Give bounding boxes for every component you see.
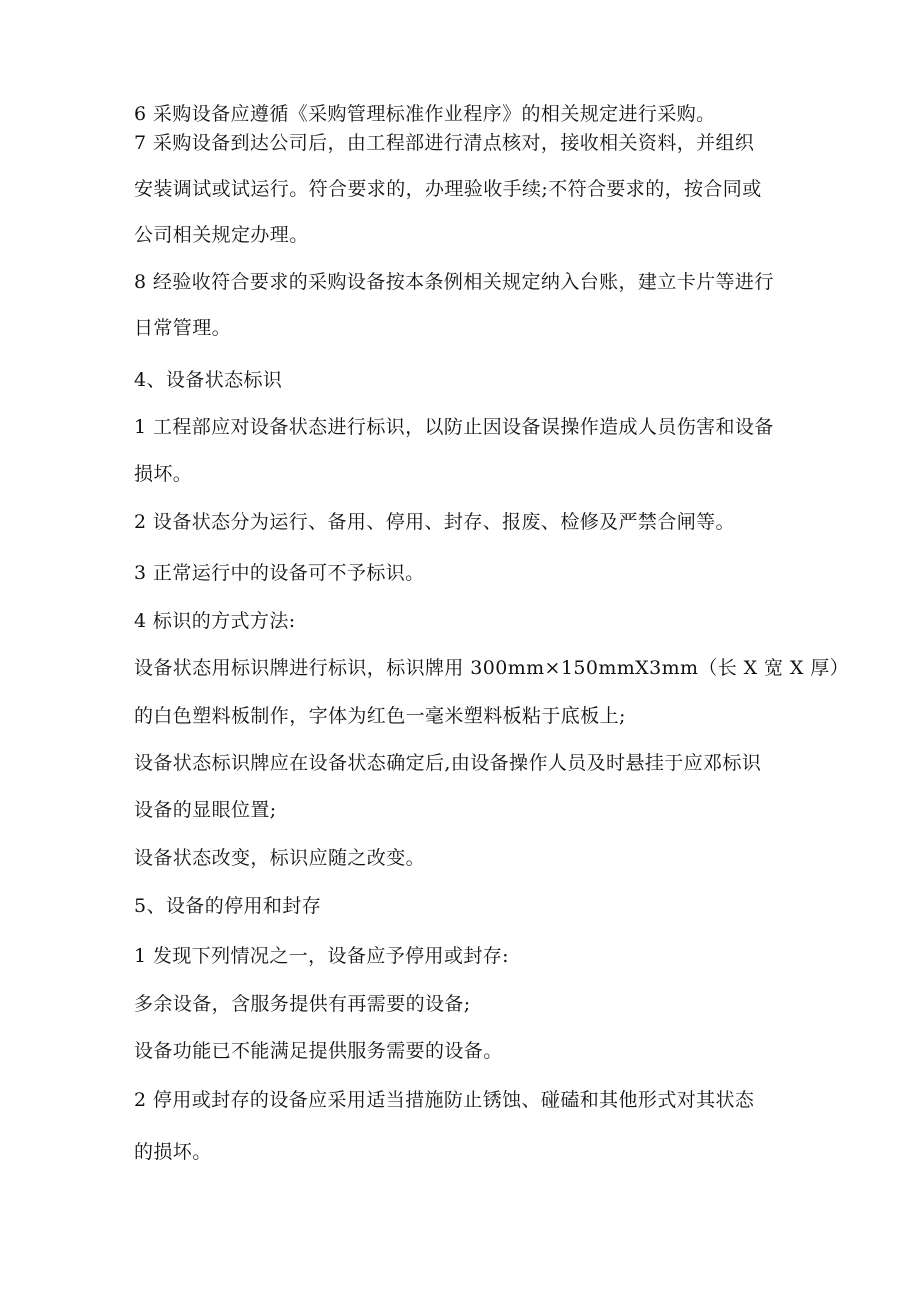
text-line-4: 公司相关规定办理。 [134,224,309,246]
text-line-20: 多余设备，含服务提供有再需要的设备; [134,993,471,1015]
text-line-23: 的损坏。 [134,1141,212,1163]
text-line-21: 设备功能已不能满足提供服务需要的设备。 [134,1040,503,1062]
text-line-2: 7 采购设备到达公司后，由工程部进行清点核对，接收相关资料，并组织 [134,132,755,154]
text-line-19: 1 发现下列情况之一，设备应予停用或封存: [134,945,509,967]
text-line-13: 设备状态用标识牌进行标识，标识牌用 300mm×150mmX3mm（长 X 宽 X 厚） [134,657,850,679]
text-line-14: 的白色塑料板制作，字体为红色一毫米塑料板粘于底板上; [134,705,626,727]
text-line-1: 6 采购设备应遵循《采购管理标准作业程序》的相关规定进行采购。 [134,103,716,125]
text-line-5: 8 经验收符合要求的采购设备按本条例相关规定纳入台账，建立卡片等进行 [134,271,774,293]
text-line-16: 设备的显眼位置; [134,799,277,821]
text-line-3: 安装调试或试运行。符合要求的，办理验收手续;不符合要求的，按合同或 [134,178,762,200]
section-heading-4: 4、设备状态标识 [134,369,283,391]
text-line-11: 3 正常运行中的设备可不予标识。 [134,562,425,584]
text-line-15: 设备状态标识牌应在设备状态确定后,由设备操作人员及时悬挂于应邓标识 [134,752,762,774]
text-line-12: 4 标识的方式方法: [134,610,296,632]
text-line-17: 设备状态改变，标识应随之改变。 [134,847,426,869]
text-line-22: 2 停用或封存的设备应采用适当措施防止锈蚀、碰磕和其他形式对其状态 [134,1089,755,1111]
text-line-6: 日常管理。 [134,317,232,339]
text-line-10: 2 设备状态分为运行、备用、停用、封存、报废、检修及严禁合闸等。 [134,511,735,533]
section-heading-5: 5、设备的停用和封存 [134,895,322,917]
text-line-9: 损坏。 [134,463,193,485]
text-line-8: 1 工程部应对设备状态进行标识，以防止因设备误操作造成人员伤害和设备 [134,416,774,438]
